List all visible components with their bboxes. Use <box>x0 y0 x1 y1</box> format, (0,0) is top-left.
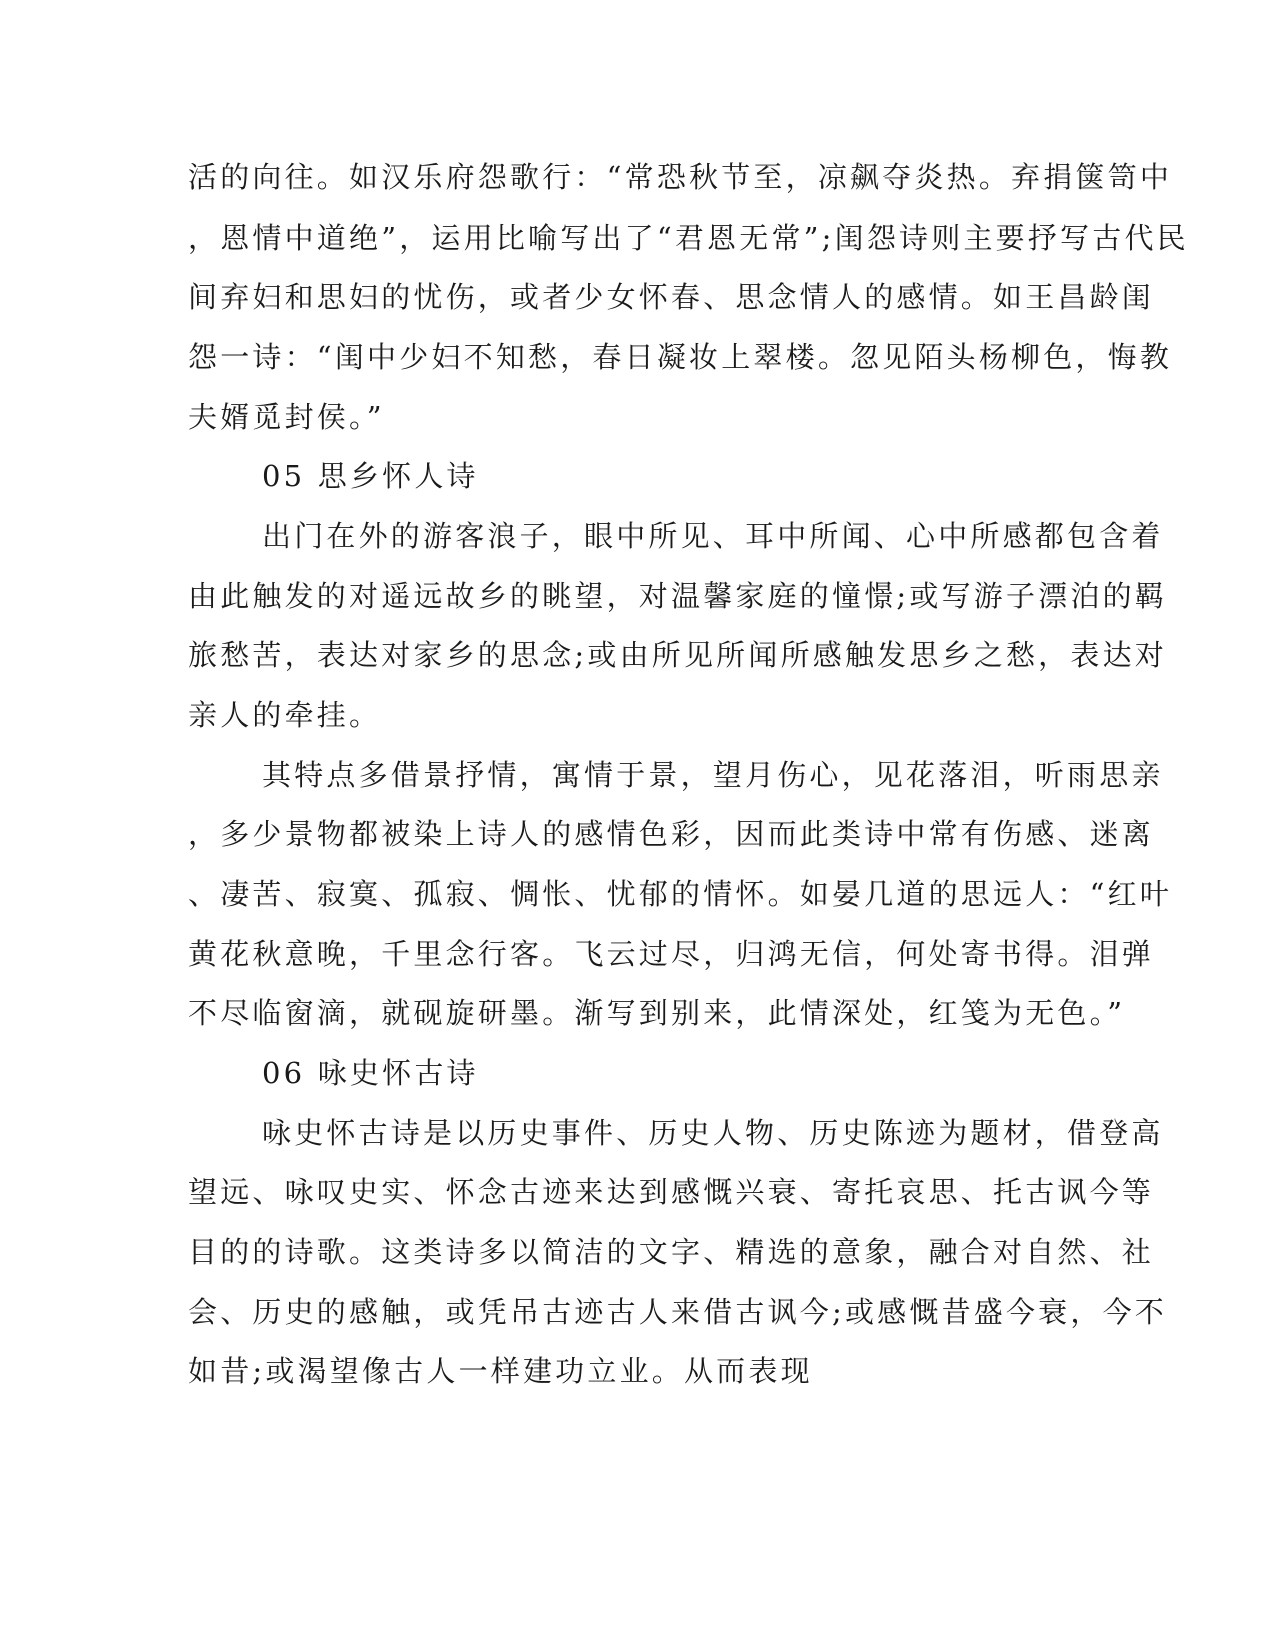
paragraph-line: 、凄苦、寂寞、孤寂、惆怅、忧郁的情怀。如晏几道的思远人：“红叶 <box>188 877 1173 911</box>
section-heading: 06 咏史怀古诗 <box>262 1056 479 1090</box>
paragraph-line: 由此触发的对遥远故乡的眺望，对温馨家庭的憧憬;或写游子漂泊的羁 <box>188 579 1167 613</box>
paragraph-line: ，恩情中道绝”，运用比喻写出了“君恩无常”;闺怨诗则主要抒写古代民 <box>188 221 1189 255</box>
paragraph-line: 黄花秋意晚，千里念行客。飞云过尽，归鸿无信，何处寄书得。泪弹 <box>188 937 1155 971</box>
paragraph-line: 夫婿觅封侯。” <box>188 400 385 434</box>
paragraph-line: 亲人的牵挂。 <box>188 698 382 732</box>
paragraph-line: 咏史怀古诗是以历史事件、历史人物、历史陈迹为题材，借登高 <box>262 1116 1164 1150</box>
paragraph-line: 旅愁苦，表达对家乡的思念;或由所见所闻所感触发思乡之愁，表达对 <box>188 638 1167 672</box>
paragraph-line: 如昔;或渴望像古人一样建功立业。从而表现 <box>188 1354 813 1388</box>
paragraph-line: 望远、咏叹史实、怀念古迹来达到感慨兴衰、寄托哀思、托古讽今等 <box>188 1175 1155 1209</box>
paragraph-line: ，多少景物都被染上诗人的感情色彩，因而此类诗中常有伤感、迷离 <box>188 817 1155 851</box>
paragraph-line: 怨一诗：“闺中少妇不知愁，春日凝妆上翠楼。忽见陌头杨柳色，悔教 <box>188 340 1173 374</box>
section-heading: 05 思乡怀人诗 <box>262 459 479 493</box>
paragraph-line: 不尽临窗滴，就砚旋研墨。渐写到别来，此情深处，红笺为无色。” <box>188 996 1126 1030</box>
paragraph-line: 会、历史的感触，或凭吊古迹古人来借古讽今;或感慨昔盛今衰，今不 <box>188 1295 1167 1329</box>
paragraph-line: 目的的诗歌。这类诗多以简洁的文字、精选的意象，融合对自然、社 <box>188 1235 1155 1269</box>
paragraph-line: 间弃妇和思妇的忧伤，或者少女怀春、思念情人的感情。如王昌龄闺 <box>188 280 1155 314</box>
paragraph-line: 出门在外的游客浪子，眼中所见、耳中所闻、心中所感都包含着 <box>262 519 1164 553</box>
paragraph-line: 活的向往。如汉乐府怨歌行：“常恐秋节至，凉飙夺炎热。弃捐箧笥中 <box>188 160 1173 194</box>
paragraph-line: 其特点多借景抒情，寓情于景，望月伤心，见花落泪，听雨思亲 <box>262 758 1164 792</box>
